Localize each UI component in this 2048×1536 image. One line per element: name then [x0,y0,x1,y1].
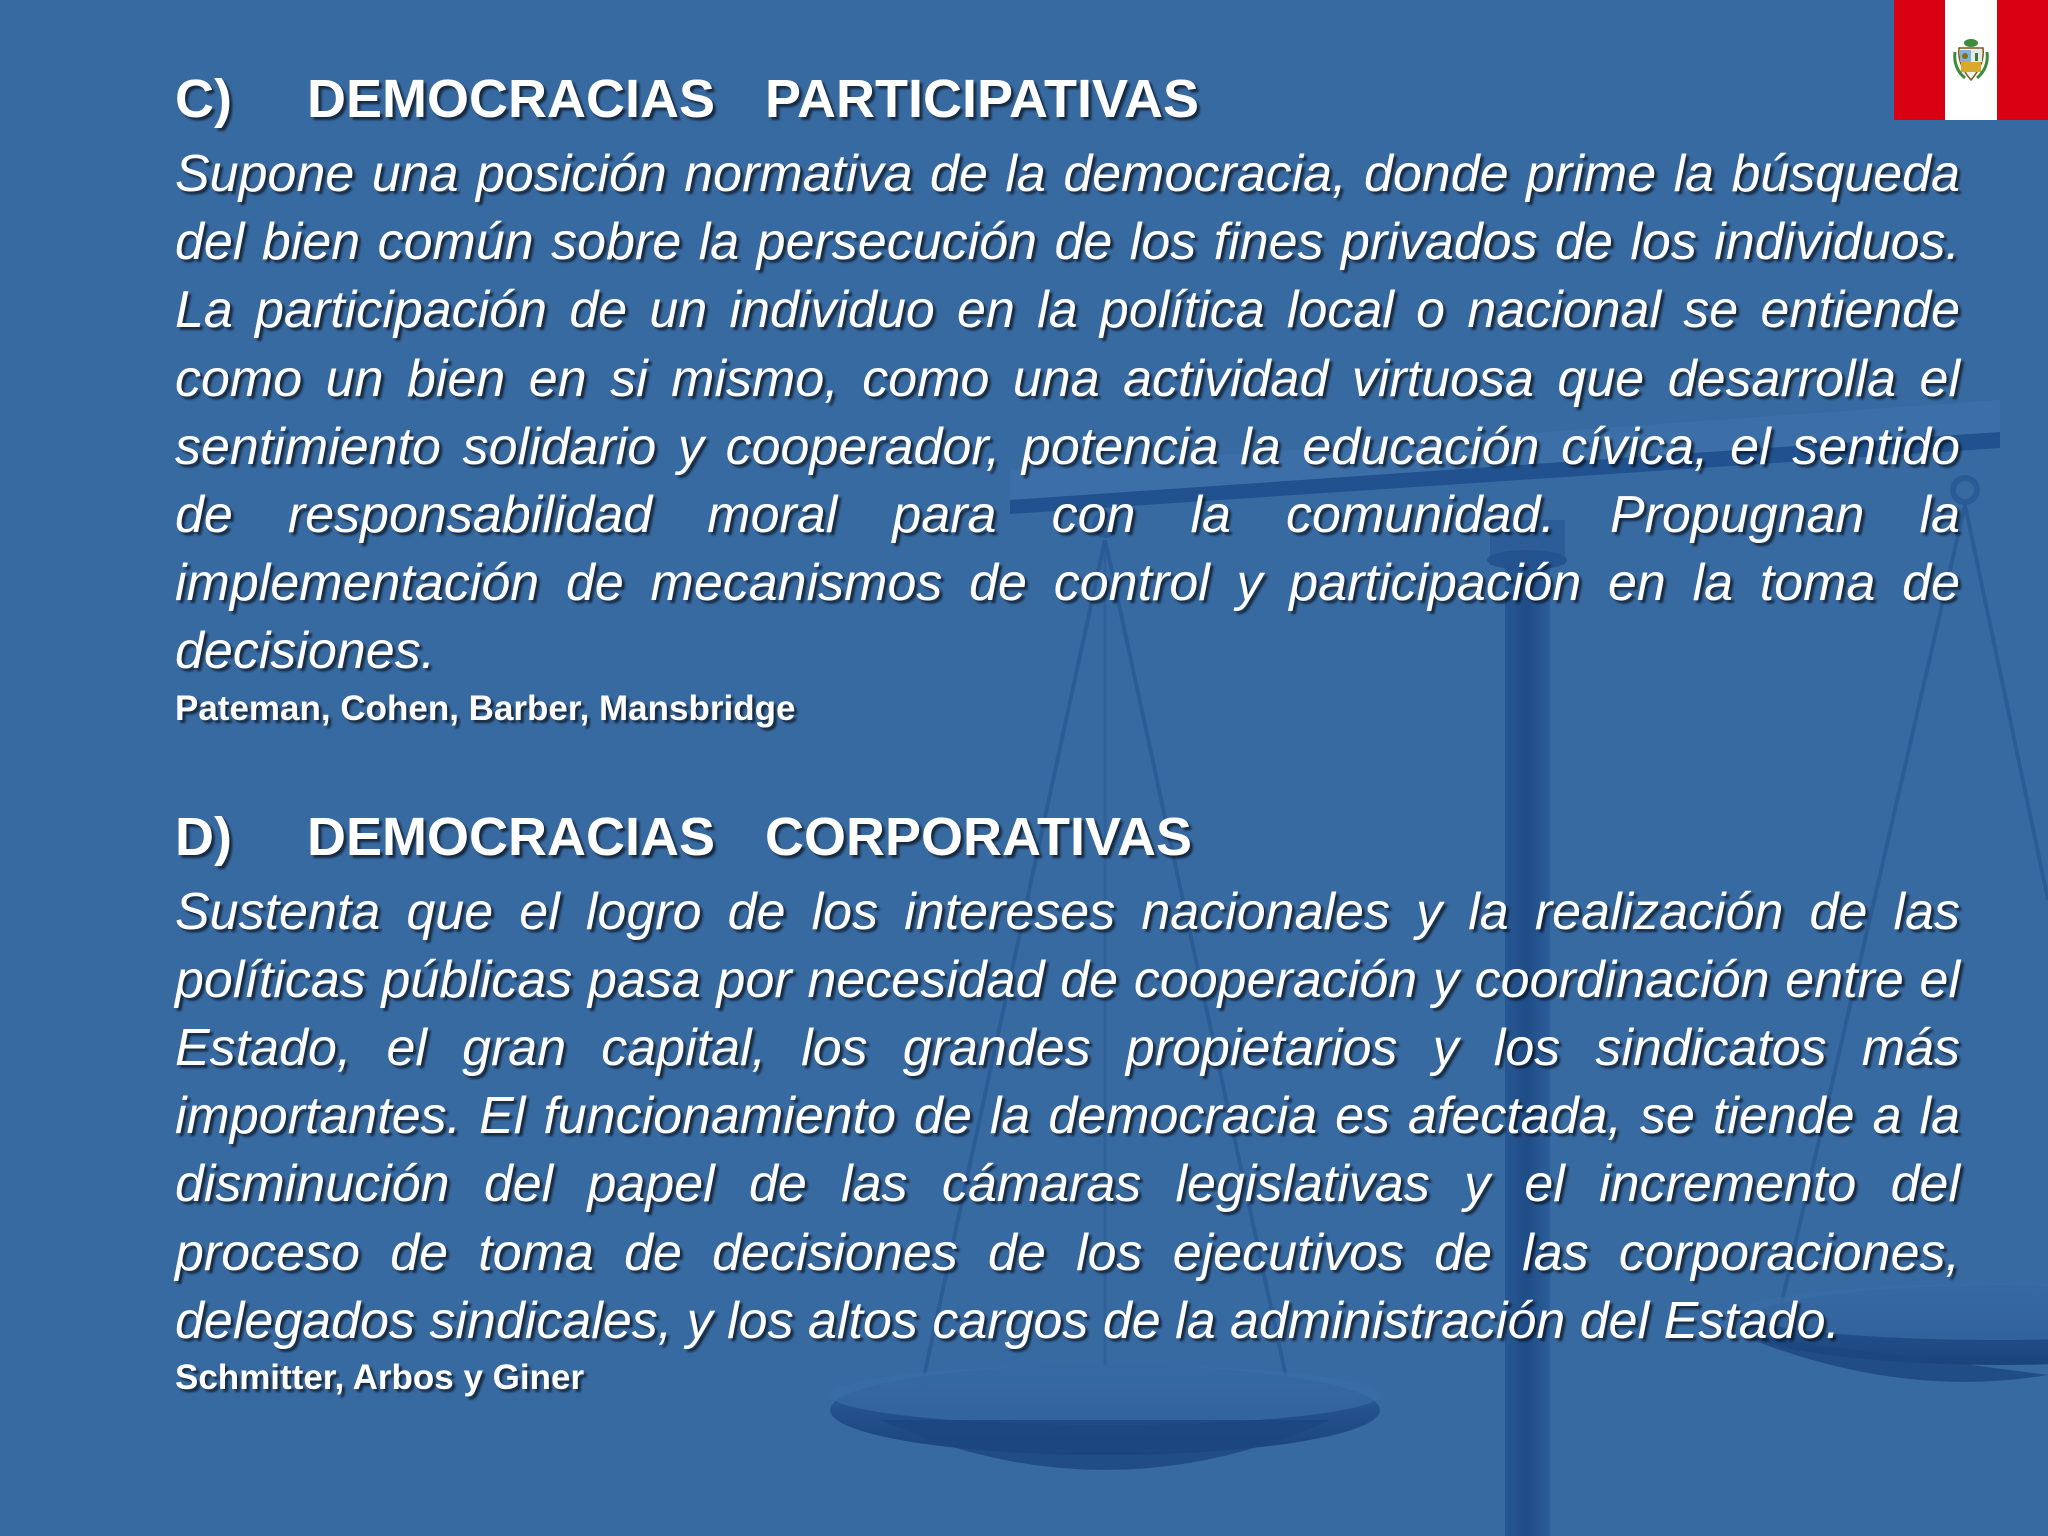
section-c-heading: C) DEMOCRACIAS PARTICIPATIVAS [175,69,1200,129]
section-c-body: Supone una posición normativa de la democracia, donde prime la búsqueda del bien común sobre la persecución de los fines privados de los individuos. La participación de un individuo en la política local o nacional se entiende como un bien en si mismo, como una actividad virtuosa que desarrolla el sentimiento solidario y cooperador, potencia la educación cívica, el sentido de responsabilidad moral para con la comunidad. Propugnan la implementación de mecanismos de control y participación en la toma de decisiones. [175,145,1960,681]
section-d-heading: D) DEMOCRACIAS CORPORATIVAS [175,806,1193,867]
section-d-body: Sustenta que el logro de los intereses nacionales y la realización de las políticas públicas pasa por necesidad de cooperación y coordinación entre el Estado, el gran capital, los grandes propietarios y los sindicatos más importantes. El funcionamiento de la democracia es afectada, se tiende a la disminución del papel de las cámaras legislativas y el incremento del proceso de toma de decisiones de los ejecutivos de las corporaciones, delegados sindicales, y los altos cargos de la administración del Estado. [175,882,1960,1350]
section-participativas [175,66,1960,732]
section-d-authors: Schmitter, Arbos y Giner [175,1358,585,1398]
section-spacer [175,732,1960,804]
flag-band-center [1945,0,1997,120]
slide-content [175,66,1960,1401]
coat-of-arms-icon [1951,34,1991,86]
flag-band-left [1894,0,1945,120]
section-c-authors: Pateman, Cohen, Barber, Mansbridge [175,688,796,728]
peru-flag-icon [1894,0,2048,120]
section-corporativas [175,804,1960,1401]
flag-band-right [1997,0,2048,120]
